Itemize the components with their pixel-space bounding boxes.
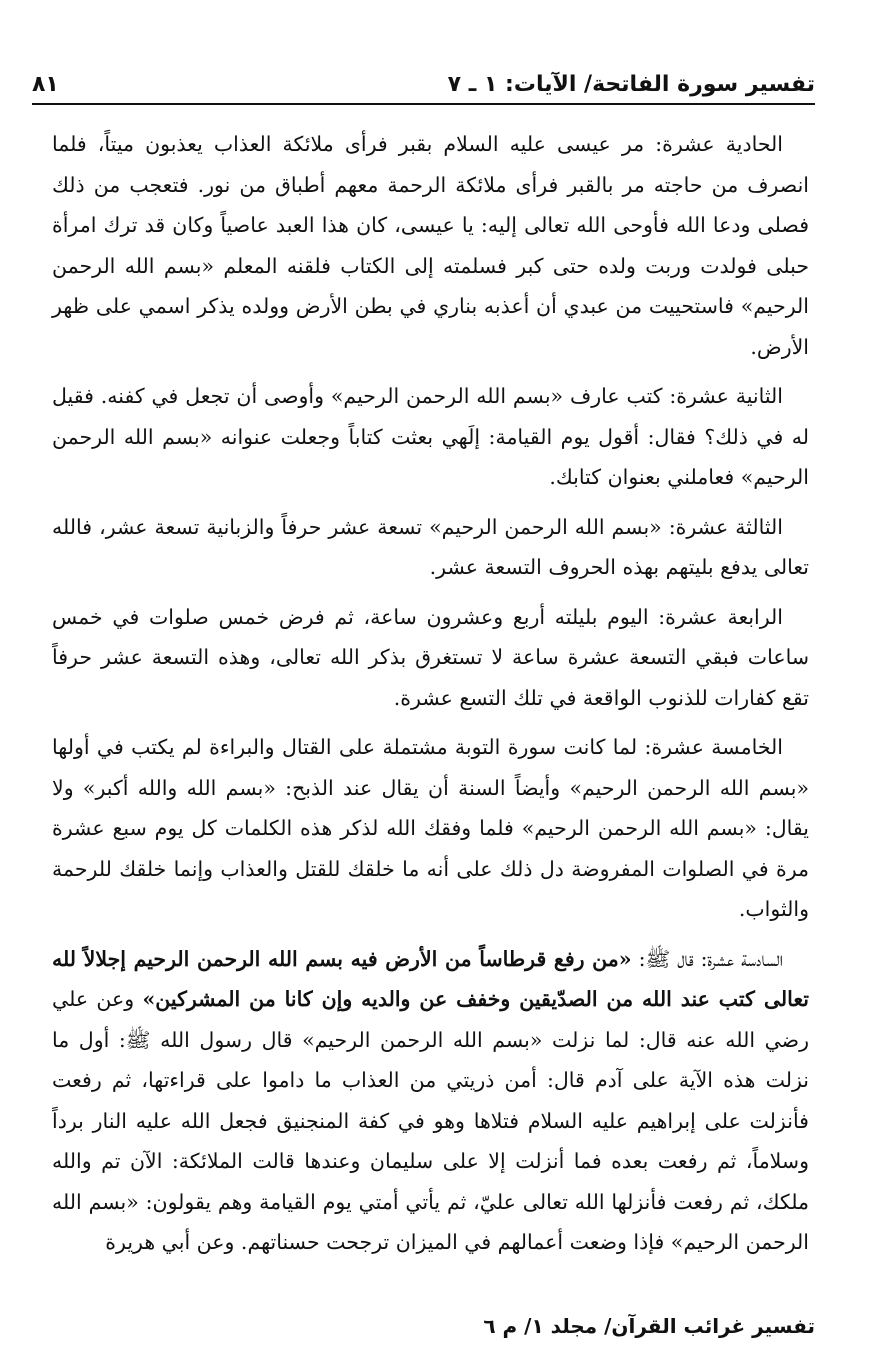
page-header — [32, 60, 815, 100]
paragraph-fourteenth: الرابعة عشرة: اليوم بليلته أربع وعشرون ساعة، ثم فرض خمس صلوات في خمس ساعات فبقي التسعة عشرة ساعة لا تستغرق بذكر الله تعالى، وهذه التسعة عشر حرفاً تقع كفارات للذنوب الواقعة في تلك التسع عشرة. — [52, 604, 809, 710]
paragraph-fifteenth: الخامسة عشرة: لما كانت سورة التوبة مشتملة على القتال والبراءة لم يكتب في أولها «بسم الله الرحمن الرحيم» وأيضاً السنة أن يقال عند الذبح: «بسم الله والله أكبر» ولا يقال: «بسم الله الرحمن الرحيم» فلما وفقك الله لذكر هذه الكلمات كل يوم سبع عشرة مرة في الصلوات المفروضة دل ذلك على أنه ما خلقك للقتل والعذاب وإنما خلقك للرحمة والثواب. — [52, 735, 809, 921]
paragraph-eleventh: الحادية عشرة: مر عيسى عليه السلام بقبر فرأى ملائكة العذاب يعذبون ميتاً، فلما انصرف من حاجته مر بالقبر فرأى ملائكة الرحمة معهم أطباق من نور. فتعجب من ذلك فصلى ودعا الله فأوحى الله تعالى إليه: يا عيسى، كان هذا العبد عاصياً وكان قد ترك امرأة حبلى فولدت وربت ولده حتى كبر فسلمته إلى الكتاب فلقنه المعلم «بسم الله الرحمن الرحيم» فاستحييت من عبدي أن أعذبه بناري في بطن الأرض وولده يذكر اسمي على ظهر الأرض. — [52, 132, 809, 359]
hadith-quote: «من رفع قرطاساً من الأرض فيه بسم الله الرحمن الرحيم إجلالاً لله تعالى كتب عند الله من الصدّيقين وخفف عن والديه وإن كانا من المشركين» — [52, 946, 809, 1011]
header-divider — [32, 103, 815, 105]
paragraph-thirteenth: الثالثة عشرة: «بسم الله الرحمن الرحيم» تسعة عشر حرفاً والزبانية تسعة عشر، فالله تعالى يدفع بليتهم بهذه الحروف التسعة عشر. — [52, 514, 809, 579]
main-text — [52, 124, 809, 1272]
running-title: تفسير سورة الفاتحة/ الآيات: ١ ـ ٧ — [447, 72, 815, 97]
page-number: ٨١ — [32, 72, 59, 97]
signature-footer: تفسير غرائب القرآن/ مجلد ١/ م ٦ — [483, 1314, 815, 1338]
paragraph-sixteenth-lead: السادسة عشرة: قال ﷺ: — [631, 946, 783, 971]
paragraph-twelfth: الثانية عشرة: كتب عارف «بسم الله الرحمن الرحيم» وأوصى أن تجعل في كفنه. فقيل له في ذلك؟ فقال: أقول يوم القيامة: إلَهي بعثت كتاباً وجعلت عنوانه «بسم الله الرحمن الرحيم» فعاملني بعنوان كتابك. — [52, 384, 809, 489]
paragraph-sixteenth-rest: وعن علي رضي الله عنه قال: لما نزلت «بسم الله الرحمن الرحيم» قال رسول الله ﷺ: أول ما نزلت هذه الآية على آدم قال: أمن ذريتي من العذاب ما داموا على قراءتها، ثم رفعت فأنزلت على إبراهيم عليه السلام فتلاها وهو في كفة المنجنيق فجعل الله عليه النار برداً وسلاماً، ثم رفعت بعده فما أنزلت إلا على سليمان وعندها قالت الملائكة: الآن تم والله ملكك، ثم رفعت فأنزلها الله تعالى عليّ، ثم يأتي أمتي يوم القيامة وهم يقولون: «بسم الله الرحمن الرحيم» فإذا وضعت أعمالهم في الميزان ترجحت حسناتهم. وعن أبي هريرة — [52, 987, 809, 1254]
paragraph-sixteenth — [52, 939, 809, 1263]
